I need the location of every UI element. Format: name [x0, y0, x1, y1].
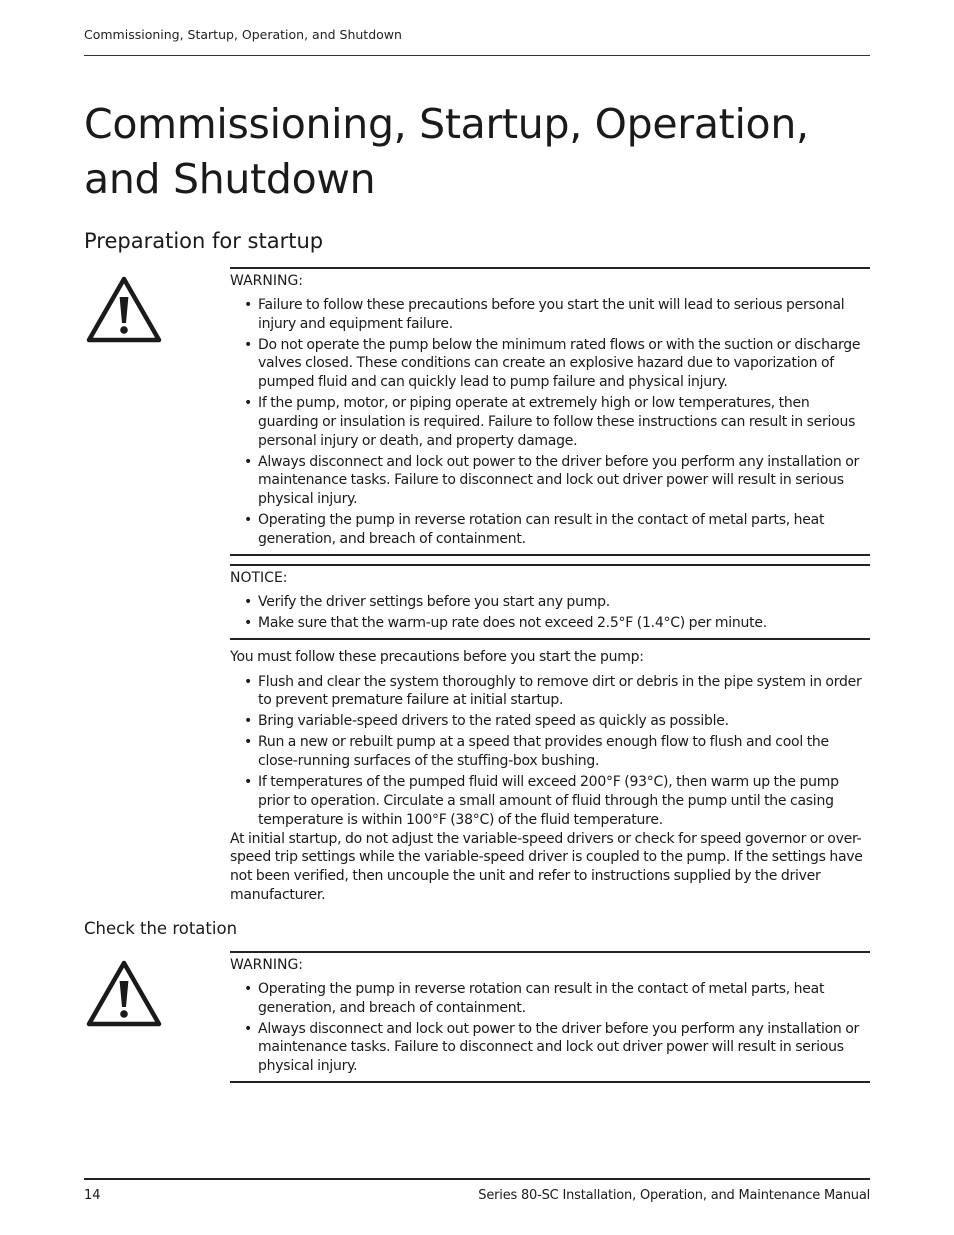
page-title: Commissioning, Startup, Operation, and Shutdown — [84, 100, 809, 203]
notice-item: • Verify the driver settings before you start any pump. — [230, 593, 870, 612]
footer-divider — [84, 1178, 870, 1180]
warning-item: • Always disconnect and lock out power to the driver before you perform any installation or maintenance tasks. Failure to disconnect and lock out driver power will result in serious physical injury. — [230, 453, 870, 509]
startup-note: At initial startup, do not adjust the variable-speed drivers or check for speed governor or over-speed trip settings while the variable-speed driver is coupled to the pump. If the settings have not been verified, then uncouple the unit and refer to instructions supplied by the driver manufacturer. — [230, 830, 863, 903]
warning-label: WARNING: — [230, 273, 304, 289]
warning-item: • Always disconnect and lock out power to the driver before you perform any installation or maintenance tasks. Failure to disconnect and lock out driver power will result in serious physical injury. — [230, 1020, 870, 1076]
warning-list — [230, 296, 870, 548]
header-divider — [84, 55, 870, 56]
warning-item: • If the pump, motor, or piping operate at extremely high or low temperatures, then guarding or insulation is required. Failure to follow these instructions can result in serious personal injury or death, and property damage. — [230, 394, 870, 450]
warning-label: WARNING: — [230, 957, 304, 973]
warning-item: • Operating the pump in reverse rotation can result in the contact of metal parts, heat generation, and breach of containment. — [230, 980, 870, 1017]
precaution-item: • Run a new or rebuilt pump at a speed that provides enough flow to flush and cool the close-running surfaces of the stuffing-box bushing. — [230, 733, 870, 770]
warning-triangle-icon — [84, 957, 164, 1029]
subsection-title: Check the rotation — [84, 919, 238, 938]
notice-item: • Make sure that the warm-up rate does not exceed 2.5°F (1.4°C) per minute. — [230, 614, 870, 633]
page-number: 14 — [84, 1188, 101, 1203]
precaution-item: • If temperatures of the pumped fluid will exceed 200°F (93°C), then warm up the pump prior to operation. Circulate a small amount of fluid through the pump until the casing temperature is within 100°F (38°C) of the fluid temperature. — [230, 773, 870, 829]
precautions-list — [230, 673, 870, 830]
precaution-item: • Flush and clear the system thoroughly to remove dirt or debris in the pipe system in order to prevent premature failure at initial startup. — [230, 673, 870, 710]
warning-item: • Do not operate the pump below the minimum rated flows or with the suction or discharge valves closed. These conditions can create an explosive hazard due to vaporization of pumped fluid and can quickly lead to pump failure and physical injury. — [230, 336, 870, 392]
notice-box — [230, 564, 870, 640]
warning-item: • Operating the pump in reverse rotation can result in the contact of metal parts, heat generation, and breach of containment. — [230, 511, 870, 548]
notice-list — [230, 593, 870, 633]
section-title: Preparation for startup — [84, 229, 324, 253]
running-header: Commissioning, Startup, Operation, and Shutdown — [84, 27, 402, 42]
rotation-warning-list — [230, 980, 870, 1076]
precaution-item: • Bring variable-speed drivers to the rated speed as quickly as possible. — [230, 712, 870, 731]
warning-triangle-icon — [84, 273, 164, 345]
warning-box — [230, 267, 870, 556]
precautions-section — [230, 648, 870, 904]
rotation-warning-box — [230, 951, 870, 1083]
notice-label: NOTICE: — [230, 570, 288, 586]
manual-title: Series 80-SC Installation, Operation, and Maintenance Manual — [478, 1188, 870, 1203]
warning-item: • Failure to follow these precautions before you start the unit will lead to serious personal injury and equipment failure. — [230, 296, 870, 333]
precautions-intro: You must follow these precautions before you start the pump: — [230, 649, 644, 665]
